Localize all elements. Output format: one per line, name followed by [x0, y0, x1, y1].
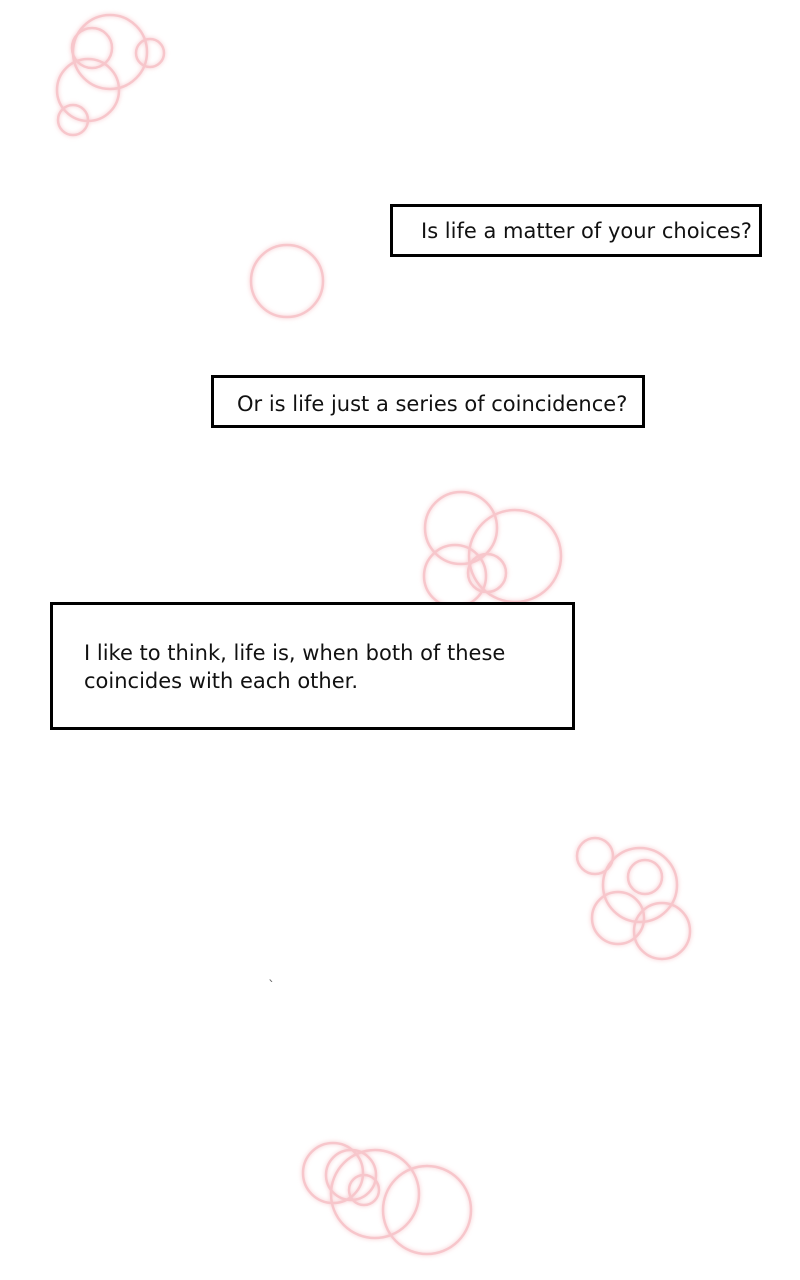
- caption-text-coincidence: Or is life just a series of coincidence?: [237, 392, 628, 416]
- bubble-cluster-top-left: [57, 15, 164, 135]
- stray-mark: `: [268, 979, 275, 995]
- caption-text-both: I like to think, life is, when both of these coincides with each other.: [84, 641, 506, 693]
- bubble-cluster-lower-right: [577, 838, 690, 959]
- bubble-cluster-middle: [424, 492, 561, 607]
- bubble-single-upper: [251, 245, 323, 317]
- caption-text-choices: Is life a matter of your choices?: [421, 219, 752, 243]
- caption-box-coincidence: [211, 375, 645, 428]
- caption-box-both: [50, 602, 575, 730]
- caption-box-choices: [390, 204, 762, 257]
- bubble-cluster-bottom: [303, 1143, 471, 1254]
